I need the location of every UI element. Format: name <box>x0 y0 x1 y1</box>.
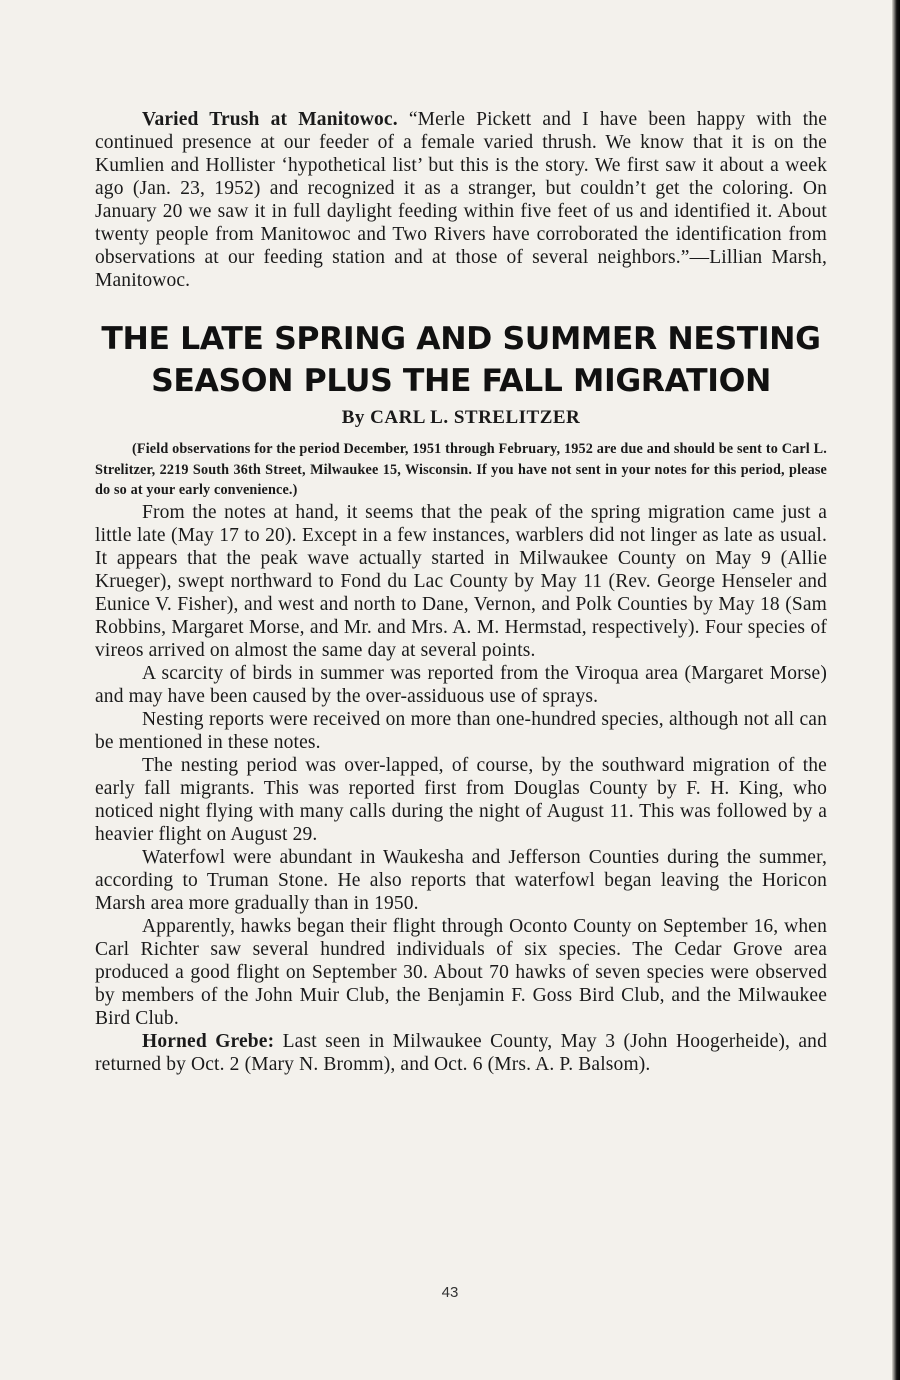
body-paragraph: A scarcity of birds in summer was reported from the Viroqua area (Margaret Morse) and may have been caused by the over-assiduous use of sprays. <box>95 662 827 707</box>
page-edge <box>892 0 900 1380</box>
article-title-line-2: SEASON PLUS THE FALL MIGRATION <box>151 363 771 399</box>
varied-thrush-note <box>95 108 827 292</box>
page-content <box>95 108 827 1076</box>
body-paragraph: From the notes at hand, it seems that the peak of the spring migration came just a little late (May 17 to 20). Except in a few instances, warblers did not linger as late as usual. It appears that the peak wave actually started in Milwaukee County on May 9 (Allie Krueger), swept northward to Fond du Lac County by May 11 (Rev. George Henseler and Eunice V. Fisher), and west and north to Dane, Vernon, and Polk Counties by May 18 (Sam Robbins, Margaret Morse, and Mr. and Mrs. A. M. Hermstad, respectively). Four species of vireos arrived on almost the same day at several points. <box>95 501 827 661</box>
body-paragraph: The nesting period was over-lapped, of course, by the southward migration of the early fall migrants. This was reported first from Douglas County by F. H. King, who noticed night flying with many calls during the night of August 11. This was followed by a heavier flight on August 29. <box>95 754 827 845</box>
article-byline: By CARL L. STRELITZER <box>341 407 581 428</box>
article-title <box>95 318 827 402</box>
species-entry-horned-grebe <box>95 1030 827 1076</box>
species-name: Horned Grebe: <box>142 1030 275 1052</box>
note-text: “Merle Pickett and I have been happy with the continued presence at our feeder of a female varied thrush. We know that it is on the Kumlien and Hollister ‘hypothetical list’ but this is the story. We first saw it about a week ago (Jan. 23, 1952) and recognized it as a stranger, but couldn’t get the coloring. On January 20 we saw it in full daylight feeding within five feet of us and identified it. About twenty people from Manitowoc and Two Rivers have corroborated the identification from observations at our feeding station and at those of several neighbors.”—Lillian Marsh, Manitowoc. <box>95 109 827 291</box>
page-number: 43 <box>441 1284 459 1301</box>
species-text: Last seen in Milwaukee County, May 3 (John Hoogerheide), and returned by Oct. 2 (Mary N. Bromm), and Oct. 6 (Mrs. A. P. Balsom). <box>95 1030 827 1075</box>
body-paragraph: Apparently, hawks began their flight through Oconto County on September 16, when Carl Richter saw several hundred individuals of six species. The Cedar Grove area produced a good flight on September 30. About 70 hawks of seven species were observed by members of the John Muir Club, the Benjamin F. Goss Bird Club, and the Milwaukee Bird Club. <box>95 915 827 1029</box>
note-lead: Varied Trush at Manitowoc. <box>142 109 398 130</box>
body-paragraph: Waterfowl were abundant in Waukesha and Jefferson Counties during the summer, according to Truman Stone. He also reports that waterfowl began leaving the Horicon Marsh area more gradually than in 1950. <box>95 846 827 914</box>
article-title-line-1: THE LATE SPRING AND SUMMER NESTING <box>101 321 821 357</box>
body-paragraph: Nesting reports were received on more than one-hundred species, although not all can be mentioned in these notes. <box>95 708 827 753</box>
field-observations-note: (Field observations for the period December, 1951 through February, 1952 are due and should be sent to Carl L. Strelitzer, 2219 South 36th Street, Milwaukee 15, Wisconsin. If you have not sent in your notes for this period, please do so at your early convenience.) <box>95 441 827 498</box>
